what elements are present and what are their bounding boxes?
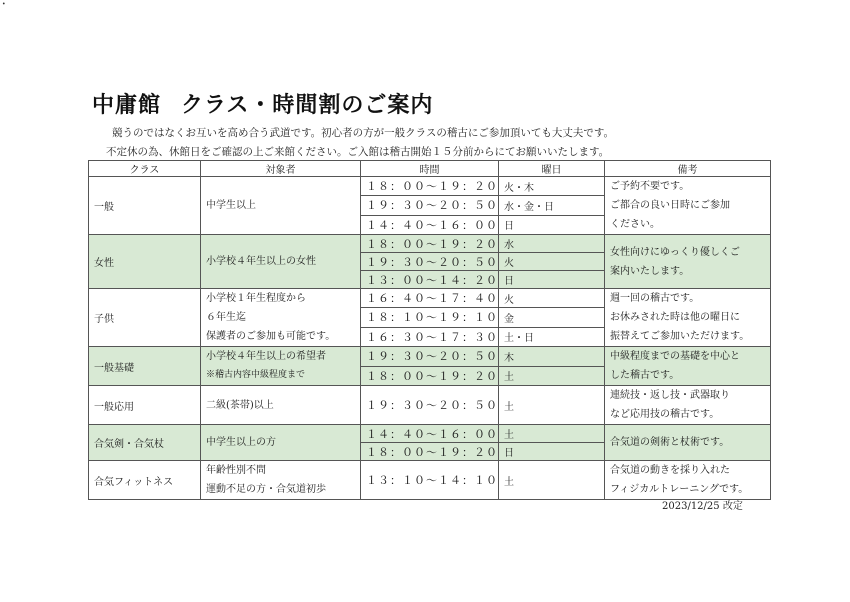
day-cell: 土 [499, 425, 605, 443]
target-line: 小学校４年生以上の希望者 [206, 351, 326, 362]
class-name-cell: 一般応用 [89, 386, 201, 425]
table-row [89, 289, 771, 308]
intro-line-2: 不定休の為、休館日をご確認の上ご来館ください。ご入館は稽古開始１５分前からにてお願いいたします。 [106, 146, 610, 158]
time-cell: １３：１０〜１４：１０ [361, 461, 499, 500]
table-row [89, 425, 771, 443]
page-title [92, 88, 433, 119]
note-cell [605, 289, 771, 347]
note-line: した稽古です。 [610, 370, 680, 381]
table-row [89, 347, 771, 367]
note-line: お休みされた時は他の曜日に [610, 312, 740, 323]
time-cell: １４：４０〜１６：００ [361, 425, 499, 443]
note-cell [605, 461, 771, 500]
class-name-cell: 合気フィットネス [89, 461, 201, 500]
day-cell: 火 [499, 253, 605, 271]
schedule-body [89, 177, 771, 500]
time-cell: １８：００〜１９：２０ [361, 235, 499, 253]
target-line: 年齢性別不問 [206, 465, 266, 476]
time-cell: １８：００〜１９：２０ [361, 443, 499, 461]
time-cell: １４：４０〜１６：００ [361, 215, 499, 234]
day-cell: 日 [499, 215, 605, 234]
header-class: クラス [89, 161, 201, 177]
target-line: ※稽古内容中級程度まで [206, 370, 306, 380]
target-cell [201, 235, 361, 289]
target-line: 運動不足の方・合気道初歩 [206, 484, 326, 495]
note-line: 中級程度までの基礎を中心と [610, 351, 740, 362]
table-row [89, 461, 771, 500]
time-cell: １８：００〜１９：２０ [361, 366, 499, 386]
note-line: 案内いたします。 [610, 265, 690, 277]
note-line: ください。 [610, 219, 660, 230]
class-name-cell: 一般基礎 [89, 347, 201, 386]
day-cell: 土・日 [499, 327, 605, 346]
day-cell: 土 [499, 386, 605, 425]
intro-text [106, 124, 615, 162]
note-cell [605, 177, 771, 235]
table-header-row [89, 161, 771, 177]
day-cell: 土 [499, 366, 605, 386]
target-line: ６年生迄 [206, 312, 246, 323]
target-line: 中学生以上 [206, 200, 256, 211]
day-cell: 土 [499, 461, 605, 500]
note-cell [605, 347, 771, 386]
revision-date: 2023/12/25 改定 [662, 501, 743, 512]
intro-line-1: 競うのではなくお互いを高め合う武道です。初心者の方が一般クラスの稽古にご参加頂いても大丈夫です。 [112, 127, 615, 139]
target-line: 小学校４年生以上の女性 [206, 256, 316, 267]
class-name-cell: 女性 [89, 235, 201, 289]
day-cell: 火・木 [499, 177, 605, 196]
day-cell: 火 [499, 289, 605, 308]
target-line: 中学生以上の方 [206, 437, 276, 448]
target-cell [201, 347, 361, 386]
title-dojo-name: 中庸館 [92, 93, 162, 118]
table-row [89, 386, 771, 425]
title-subtitle: クラス・時間割のご案内 [181, 93, 434, 118]
class-name-cell: 合気剣・合気杖 [89, 425, 201, 461]
time-cell: １６：３０〜１７：３０ [361, 327, 499, 346]
target-cell [201, 289, 361, 347]
table-row [89, 177, 771, 196]
target-cell [201, 386, 361, 425]
time-cell: １９：３０〜２０：５０ [361, 196, 499, 215]
table-row [89, 235, 771, 253]
time-cell: １８：００〜１９：２０ [361, 177, 499, 196]
note-cell [605, 425, 771, 461]
time-cell: １９：３０〜２０：５０ [361, 347, 499, 367]
time-cell: １６：４０〜１７：４０ [361, 289, 499, 308]
note-line: 合気道の剣術と杖術です。 [610, 437, 730, 448]
day-cell: 日 [499, 443, 605, 461]
target-line: 保護者のご参加も可能です。 [206, 331, 336, 342]
note-cell [605, 386, 771, 425]
header-time: 時間 [361, 161, 499, 177]
note-line: ご予約不要です。 [610, 181, 690, 192]
header-target: 対象者 [201, 161, 361, 177]
note-line: 女性向けにゆっくり優しくご [610, 246, 740, 258]
target-line: 小学校１年生程度から [206, 293, 306, 304]
time-cell: １３：００〜１４：２０ [361, 271, 499, 289]
corner-mark: • [2, 1, 6, 8]
schedule-table [88, 160, 771, 500]
day-cell: 水・金・日 [499, 196, 605, 215]
note-cell [605, 235, 771, 289]
note-line: 合気道の動きを採り入れた [610, 465, 730, 476]
day-cell: 金 [499, 308, 605, 327]
header-note: 備考 [605, 161, 771, 177]
day-cell: 水 [499, 235, 605, 253]
target-cell [201, 425, 361, 461]
target-cell [201, 177, 361, 235]
note-line: 週一回の稽古です。 [610, 293, 700, 304]
target-cell [201, 461, 361, 500]
note-line: ご都合の良い日時にご参加 [610, 200, 730, 211]
header-day: 曜日 [499, 161, 605, 177]
note-line: 振替えてご参加いただけます。 [610, 331, 750, 342]
class-name-cell: 一般 [89, 177, 201, 235]
day-cell: 日 [499, 271, 605, 289]
target-line: 二級(茶帯)以上 [206, 399, 274, 411]
note-line: など応用技の稽古です。 [610, 409, 720, 420]
note-line: 連続技・返し技・武器取り [610, 390, 730, 401]
time-cell: １９：３０〜２０：５０ [361, 253, 499, 271]
time-cell: １９：３０〜２０：５０ [361, 386, 499, 425]
time-cell: １８：１０〜１９：１０ [361, 308, 499, 327]
note-line: フィジカルトレーニングです。 [610, 484, 749, 495]
day-cell: 木 [499, 347, 605, 367]
class-name-cell: 子供 [89, 289, 201, 347]
